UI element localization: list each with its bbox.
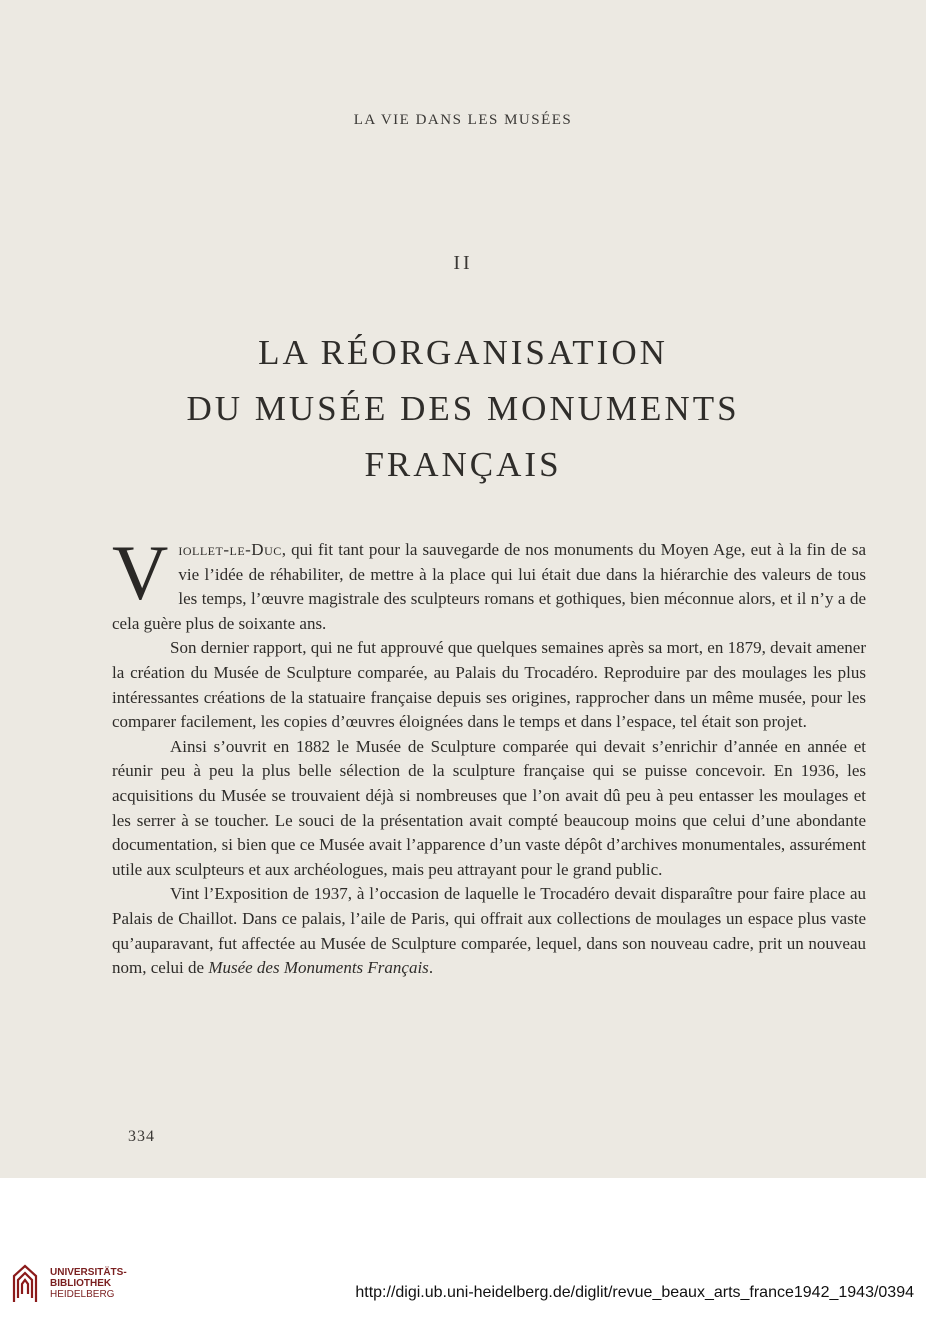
- running-header: LA VIE DANS LES MUSÉES: [353, 112, 573, 128]
- paragraph-1: [112, 529, 866, 636]
- paragraph-4-text: Vint l’Exposition de 1937, à l’occasion de laquelle le Trocadéro devait disparaître pour faire place au Palais de Chaillot. Dans ce palais, l’aile de Paris, qui offrait aux collections de moulages un espace plus vaste qu’auparavant, fut affectée au Musée de Sculpture comparée, lequel, dans son nouveau cadre, prit un nouveau nom, celui de: [112, 884, 866, 978]
- paragraph-3: Ainsi s’ouvrit en 1882 le Musée de Sculpture comparée qui devait s’enrichir d’année en année et réunir peu à peu la plus belle sélection de la sculpture française qui se puisse concevoir. En 1936, les acquisitions du Musée se trouvaient déjà si nombreuses que l’on avait dû peu à peu entasser les moulages et les serrer à se toucher. Le souci de la présentation avait compté beaucoup moins que celui d’une abondante documentation, si bien que ce Musée avait l’apparence d’un vaste dépôt d’archives monumentales, assurément utile aux sculpteurs et aux archéologues, mais peu attrayant pour le grand public.: [112, 736, 866, 879]
- library-line-1: UNIVERSITÄTS-: [50, 1267, 127, 1278]
- title-line-2: DU MUSÉE DES MONUMENTS: [186, 389, 740, 428]
- museum-name: Musée des Monuments Français: [208, 958, 429, 978]
- paragraph-1-text: , qui fit tant pour la sauvegarde de nos monuments du Moyen Age, eut à la fin de sa vie l’idée de réhabiliter, de mettre à la place qui lui était due dans la hiérarchie des valeurs de tous les temps, l’œuvre magistrale des sculpteurs romans et gothiques, bien méconnue alors, et il n’y a de cela guère plus de soixante ans.: [112, 540, 866, 633]
- paragraph-4-end: .: [428, 958, 434, 978]
- library-name: [50, 1267, 127, 1300]
- library-line-3: HEIDELBERG: [50, 1289, 115, 1300]
- title-line-3: FRANÇAIS: [364, 445, 562, 484]
- drop-cap: V: [112, 529, 169, 616]
- article-title: [0, 325, 926, 493]
- title-line-1: LA RÉORGANISATION: [258, 333, 668, 372]
- page-number: 334: [128, 1128, 155, 1145]
- paragraph-4: [112, 882, 866, 980]
- source-url-link[interactable]: http://digi.ub.uni-heidelberg.de/diglit/revue_beaux_arts_france1942_1943/0394: [355, 1284, 914, 1301]
- library-logo-icon: [10, 1262, 40, 1306]
- paragraph-2: Son dernier rapport, qui ne fut approuvé que quelques semaines après sa mort, en 1879, devait amener la création du Musée de Sculpture comparée, au Palais du Trocadéro. Reproduire par des moulages les plus intéressantes créations de la statuaire française depuis ses origines, rapprocher dans un même musée, pour les comparer facilement, les copies d’œuvres éloignées dans le temps et dans l’espace, tel était son projet.: [112, 638, 866, 732]
- library-line-2: BIBLIOTHEK: [50, 1278, 112, 1289]
- section-number: II: [453, 252, 473, 274]
- article-body: [112, 529, 866, 981]
- author-name: iollet-le-Duc: [178, 540, 282, 559]
